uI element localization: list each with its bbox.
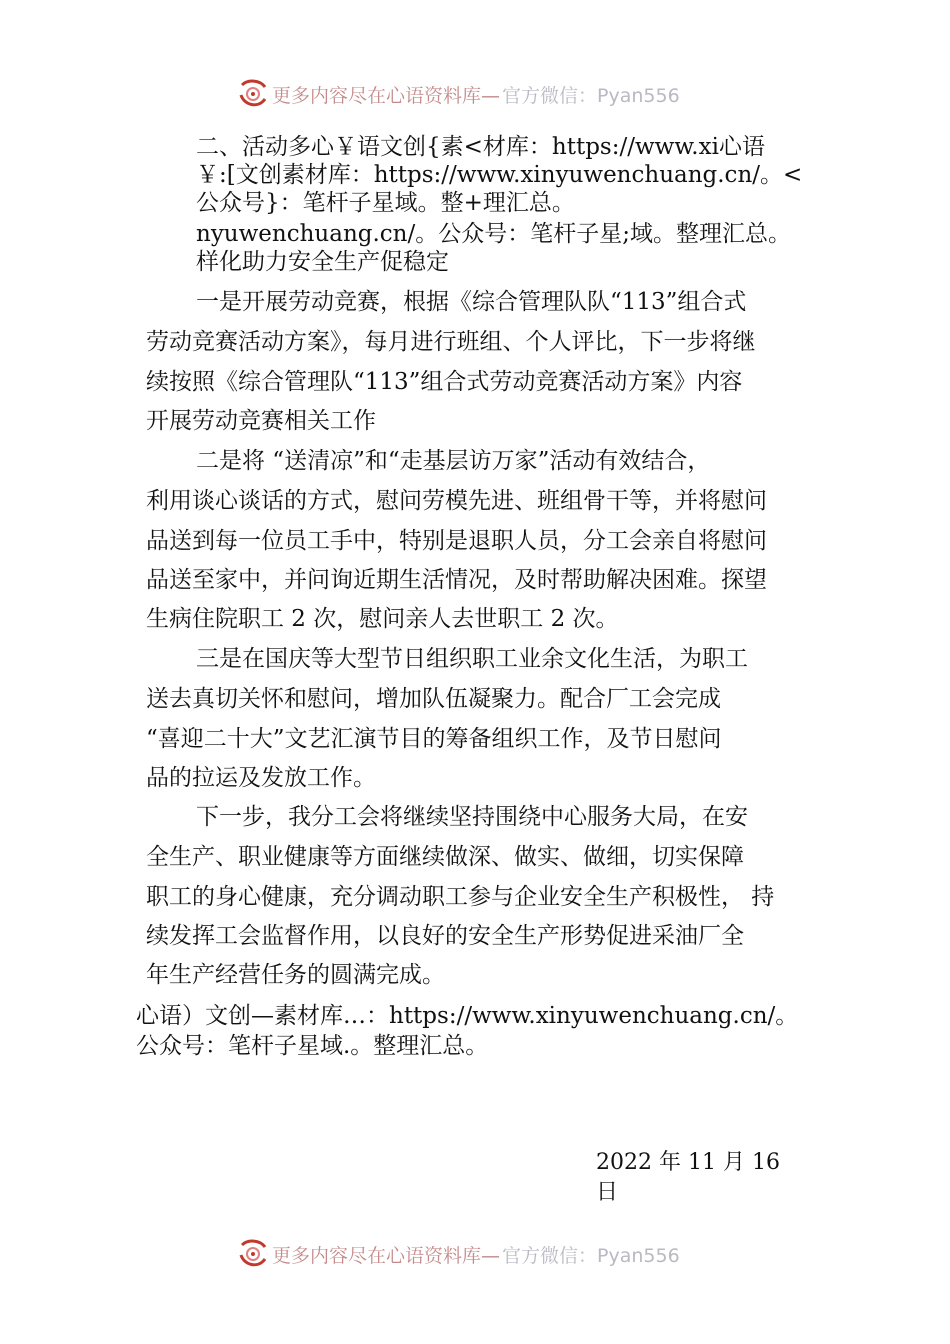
paragraph-line: 全生产、职业健康等方面继续做深、做实、做细，切实保障 <box>146 844 744 870</box>
paragraph-line: 利用谈心谈话的方式，慰问劳模先进、班组骨干等，并将慰问 <box>146 488 767 514</box>
heading-line-1: 二、活动多心￥语文创{素<材库：https://www.xi心语 <box>196 134 765 160</box>
paragraph-line: 生病住院职工 2 次，慰问亲人去世职工 2 次。 <box>146 606 619 632</box>
banner-text: 更多内容尽在心语资料库— <box>272 1244 501 1267</box>
paragraph-line: 续发挥工会监督作用，以良好的安全生产形势促进采油厂全 <box>146 923 744 949</box>
heading-line-3: 公众号}：笔杆子星域。整+理汇总。 <box>196 190 575 216</box>
logo-icon <box>236 1237 270 1271</box>
paragraph-line: “喜迎二十大”文艺汇演节目的筹备组织工作，及节日慰问 <box>146 726 722 752</box>
paragraph-line: 年生产经营任务的圆满完成。 <box>146 962 445 988</box>
banner-wechat: 官方微信：Pyan556 <box>502 1244 680 1267</box>
heading-line-4: nyuwenchuang.cn/。公众号：笔杆子星;域。整理汇总。 <box>196 221 791 247</box>
heading-line-5: 样化助力安全生产促稳定 <box>196 249 449 275</box>
paragraph-line: 开展劳动竞赛相关工作 <box>146 408 376 434</box>
paragraph-line: 劳动竞赛活动方案》，每月进行班组、个人评比，下一步将继 <box>146 329 756 355</box>
banner-wechat: 官方微信：Pyan556 <box>502 84 680 107</box>
paragraph-line: 续按照《综合管理队“113”组合式劳动竞赛活动方案》内容 <box>146 369 743 395</box>
paragraph-line: 职工的身心健康，充分调动职工参与企业安全生产积极性， 持 <box>146 884 775 910</box>
paragraph-line: 下一步，我分工会将继续坚持围绕中心服务大局，在安 <box>196 804 748 830</box>
paragraph-line: 二是将 “送清凉”和“走基层访万家”活动有效结合， <box>196 448 711 474</box>
heading-line-2: ￥:[文创素材库：https://www.xinyuwenchuang.cn/。< <box>196 162 803 188</box>
banner-text: 更多内容尽在心语资料库— <box>272 84 501 107</box>
footer-banner <box>236 1234 680 1274</box>
document-date: 2022 年 11 月 16 日 <box>596 1150 780 1205</box>
paragraph-line: 一是开展劳动竞赛，根据《综合管理队队“113”组合式 <box>196 289 747 315</box>
paragraph-line: 品送到每一位员工手中，特别是退职人员，分工会亲自将慰问 <box>146 528 767 554</box>
watermark-line-1: 心语）文创—素材库…：https://www.xinyuwenchuang.cn/。 <box>136 1003 799 1029</box>
watermark-line-2: 公众号：笔杆子星域.。整理汇总。 <box>136 1033 489 1059</box>
paragraph-line: 三是在国庆等大型节日组织职工业余文化生活，为职工 <box>196 646 748 672</box>
paragraph-line: 送去真切关怀和慰问，增加队伍凝聚力。配合厂工会完成 <box>146 686 721 712</box>
paragraph-line: 品的拉运及发放工作。 <box>146 765 376 791</box>
paragraph-line: 品送至家中，并问询近期生活情况，及时帮助解决困难。探望 <box>146 567 767 593</box>
header-banner <box>236 74 680 114</box>
logo-icon <box>236 77 270 111</box>
